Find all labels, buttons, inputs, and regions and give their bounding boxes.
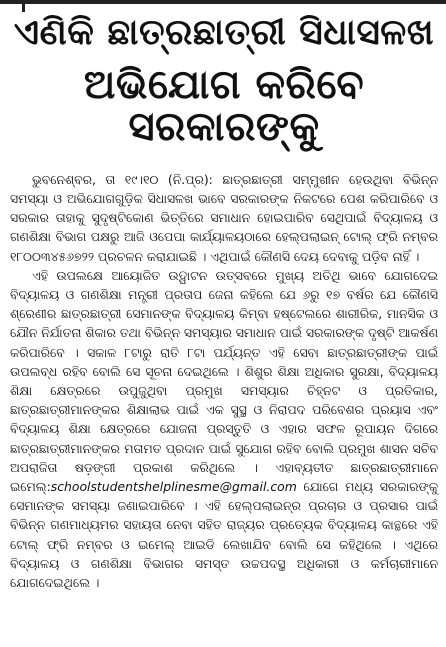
top-border-rule <box>0 0 446 4</box>
helpline-email: schoolstudentshelplinesme@gmail.com <box>50 479 297 495</box>
article-paragraph-1: ଭୁବନେଶ୍ବର, ତା ୧୯।୧୦ (ନି.ପ୍ର): ଛାତ୍ରଛାତ୍ରୀ ସମ୍ମୁଖୀନ ହେଉଥିବା ବିଭିନ୍ନ ସମସ୍ୟା ଓ ଅଭିଯୋଗଗୁଡ଼ିକ ସିଧାସଳଖ ଭାବେ ସରକାରଙ୍କ ନିକଟରେ ପେଶ କରିପାରିବେ ଓ ସରକାର ତାହାକୁ ସୁଦୃଷ୍ଟିକୋଣ ଭିତ୍ତିରେ ସମାଧାନ ହୋଇପାରିବ ସେଥିପାଇଁ ବିଦ୍ୟାଳୟ ଓ ଗଣଶିକ୍ଷା ବିଭାଗ ପକ୍ଷରୁ ଆଜି ଓପେପା କାର୍ଯ୍ୟାଳୟଠାରେ ହେଲ୍ପଲାଇନ୍ ଟୋଲ୍ ଫ୍ରି ନମ୍ବର ୧୮୦୦୩୪୫୬୭୨୨ ପ୍ରଚଳନ କରାଯାଇଛି । ଏଥିପାଇଁ କୌଣସି ଦେୟ ଦେବାକୁ ପଡ଼ିବ ନାହିଁ । <box>10 171 438 264</box>
article-paragraph-2-text: ଏହି ଉପଲକ୍ଷେ ଆୟୋଜିତ ଉଦ୍ଘାଟନ ଉତ୍ସବରେ ମୁଖ୍ୟ ଅତିଥି ଭାବେ ଯୋଗଦେଇ ବିଦ୍ୟାଳୟ ଓ ଗଣଶିକ୍ଷା ମନ୍ତ୍ରୀ ପ୍ରତାପ ଜେନା କହିଲେ ଯେ ୬ରୁ ୧୭ ବର୍ଷର ଯେ କୌଣସି ଶ୍ରେଣୀର ଛାତ୍ରଛାତ୍ରୀ ସେମାନଙ୍କ ବିଦ୍ୟାଳୟ କିମ୍ବା ହଷ୍ଟେଲରେ ଶାରୀରିକ, ମାନସିକ ଓ ଯୌନ ନିର୍ଯାତନା ଶିକାର ତଥା ବିଭିନ୍ନ ସମସ୍ୟାର ସମାଧାନ ପାଇଁ ସରକାରଙ୍କ ଦୃଷ୍ଟି ଆକର୍ଷଣ କରିପାରିବେ । ସକାଳ ୮ଟାରୁ ରାତି ୮ଟା ପର୍ଯ୍ୟନ୍ତ ଏହି ସେବା ଛାତ୍ରଛାତ୍ରୀଙ୍କ ପାଇଁ ଉପଲବ୍ଧ ରହିବ ବୋଲି ସେ ସୂଚନା ଦେଇଥିଲେ । ଶିଶୁର ଶିକ୍ଷା ଅଧିକାର ସୁରକ୍ଷା, ବିଦ୍ୟାଳୟ ଶିକ୍ଷା କ୍ଷେତ୍ରରେ ଉପୁଜୁଥିବା ପ୍ରମୁଖ ସମସ୍ୟାର ଚିହ୍ନଟ ଓ ପ୍ରତିକାର, ଛାତ୍ରଛାତ୍ରୀମାନଙ୍କର ଶିକ୍ଷାଲାଭ ପାଇଁ ଏକ ସୁସ୍ଥ ଓ ନିରାପଦ ପରିବେଶର ପ୍ରୟାସ ଏବଂ ବିଦ୍ୟାଳୟ ଶିକ୍ଷା କ୍ଷେତ୍ରରେ ଯୋଜନା ପ୍ରସ୍ତୁତି ଓ ଏହାର ସଫଳ ରୂପାୟନ ଦିଗରେ ଛାତ୍ରଛାତ୍ରୀମାନଙ୍କର ମତାମତ ପ୍ରଦାନ ପାଇଁ ସୁଯୋଗ ରହିବ ବୋଲି ପ୍ରମୁଖ ଶାସନ ସଚିବ ଅପରାଜିତା ଷଡ଼ଙ୍ଗୀ ପ୍ରକାଶ କରିଥିଲେ । ଏହାବ୍ୟତୀତ ଛାତ୍ରଛାତ୍ରୀମାନେ ଇମେଲ୍: <box>10 267 438 495</box>
article-body <box>10 170 438 592</box>
headline-line-1: ଏଣିକି ଛାତ୍ରଛାତ୍ରୀ ସିଧାସଳଖ <box>13 12 435 53</box>
headline-line-2: ଅଭିଯୋଗ କରିବେ ସରକାରଙ୍କୁ <box>83 61 365 150</box>
corner-tick-mark <box>22 4 25 12</box>
article-paragraph-2-text-end: ଯୋଗେ ମଧ୍ୟ ସରକାରଙ୍କୁ ସେମାନଙ୍କ ସମସ୍ୟା ଜଣାଇପାରିବେ । ଏହି ହେଲ୍ପଲାଇନ୍‌ର ପ୍ରଚାର ଓ ପ୍ରସାର ପାଇଁ ବିଭିନ୍ନ ଗଣମାଧ୍ୟମର ସହାୟତା ନେବା ସହିତ ରାଜ୍ୟର ପ୍ରତ୍ୟେକ ବିଦ୍ୟାଳୟ କାନ୍ଥରେ ଏହି ଟୋଲ୍ ଫ୍ରି ନମ୍ବର ଓ ଇମେଲ୍ ଆଇଡି ଲେଖାଯିବ ବୋଲି ସେ କହିଥିଲେ । ଏଥିରେ ବିଦ୍ୟାଳୟ ଓ ଗଣଶିକ୍ଷା ବିଭାଗର ସମସ୍ତ ଉଚ୍ଚପଦସ୍ଥ ଅଧିକାରୀ ଓ କର୍ମଚାରୀମାନେ ଯୋଗଦେଇଥିଲେ । <box>10 479 438 591</box>
headline <box>10 0 438 148</box>
article-paragraph-2 <box>10 266 438 592</box>
